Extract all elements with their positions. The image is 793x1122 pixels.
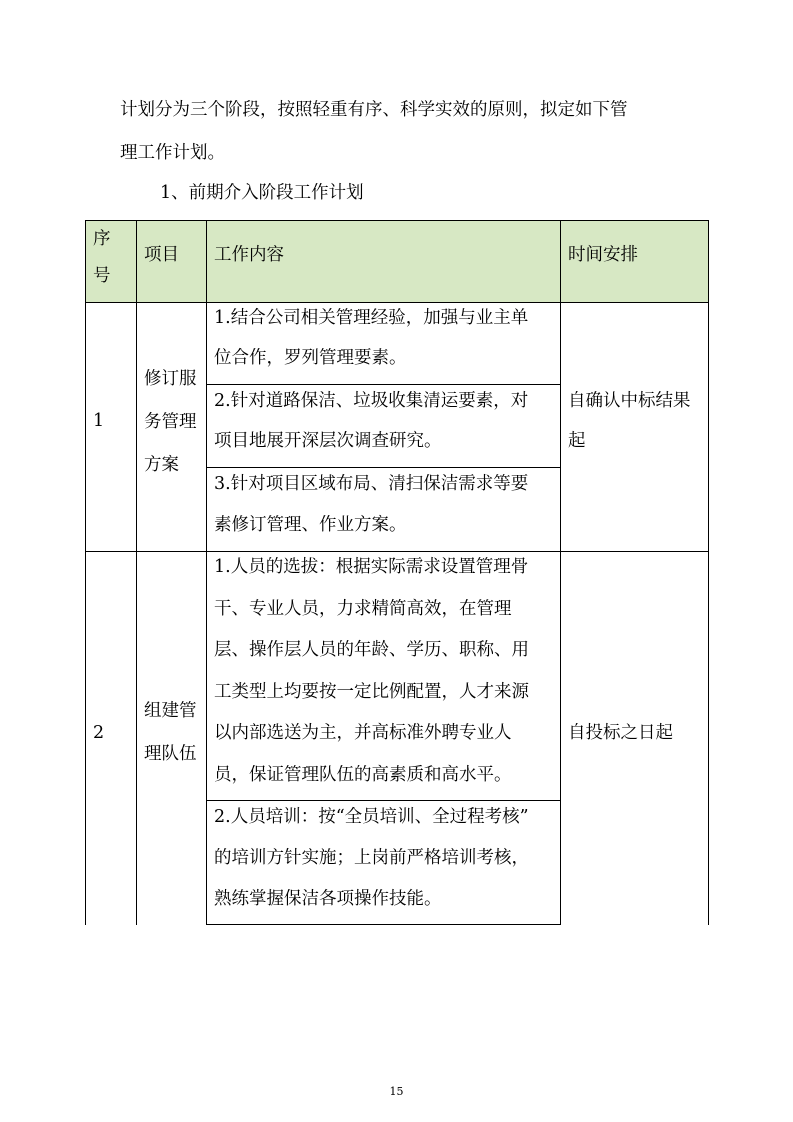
page-number: 15	[389, 1085, 404, 1098]
row1-time-line-2: 起	[568, 431, 586, 451]
row2-content-1-line-6: 员，保证管理队伍的高素质和高水平。	[214, 765, 512, 785]
row1-content-1-line-1: 1.结合公司相关管理经验，加强与业主单	[214, 308, 529, 328]
table-divider-content	[560, 220, 561, 925]
row1-content-3-line-2: 素修订管理、作业方案。	[214, 515, 407, 535]
row1-seq: 1	[93, 411, 105, 431]
row2-item-line-1: 组建管	[144, 701, 197, 721]
row2-content-1-line-1: 1.人员的选拔：根据实际需求设置管理骨	[214, 557, 529, 577]
table-divider-item	[206, 220, 207, 925]
table-divider-seq	[136, 220, 137, 925]
row1-item-line-3: 方案	[144, 455, 179, 475]
row2-content-1-line-5: 以内部选送为主，并高标准外聘专业人	[214, 723, 512, 743]
row1-time-line-1: 自确认中标结果	[568, 391, 691, 411]
row1-content-1-line-2: 位合作，罗列管理要素。	[214, 348, 407, 368]
row1-content-2-line-2: 项目地展开深层次调查研究。	[214, 431, 442, 451]
intro-paragraph-line-2: 理工作计划。	[120, 143, 225, 163]
row2-content-2-line-2: 的培训方针实施；上岗前严格培训考核，	[214, 848, 529, 868]
row2-item-line-2: 理队伍	[144, 744, 197, 764]
row2-content-2-line-3: 熟练掌握保洁各项操作技能。	[214, 889, 442, 909]
row2-time-line-1: 自投标之日起	[568, 723, 673, 743]
table-border-top	[85, 220, 709, 221]
section-heading: 1、前期介入阶段工作计划	[160, 183, 364, 203]
row1-content-3-line-1: 3.针对项目区域布局、清扫保洁需求等要	[214, 474, 529, 494]
row1-item-line-1: 修订服	[144, 369, 197, 389]
header-seq-label-line-1: 序	[93, 229, 111, 249]
header-item-label: 项目	[144, 245, 179, 265]
row2-seq: 2	[93, 723, 105, 743]
header-content-label: 工作内容	[214, 245, 284, 265]
header-seq-label-line-2: 号	[93, 266, 111, 286]
row1-content-2-line-1: 2.针对道路保洁、垃圾收集清运要素，对	[214, 391, 529, 411]
header-time-label: 时间安排	[568, 245, 638, 265]
row2-content-1-line-4: 工类型上均要按一定比例配置，人才来源	[214, 682, 529, 702]
table-border-right	[708, 220, 709, 925]
intro-paragraph-line-1: 计划分为三个阶段，按照轻重有序、科学实效的原则，拟定如下管	[120, 100, 628, 120]
row2-content-1-line-2: 干、专业人员，力求精简高效，在管理	[214, 599, 512, 619]
row2-content-bottom-line	[206, 924, 560, 925]
row2-content-2-line-1: 2.人员培训：按“全员培训、全过程考核”	[214, 807, 529, 827]
row2-content-1-line-3: 层、操作层人员的年龄、学历、职称、用	[214, 640, 529, 660]
table-border-left	[85, 220, 86, 925]
row1-item-line-2: 务管理	[144, 412, 197, 432]
